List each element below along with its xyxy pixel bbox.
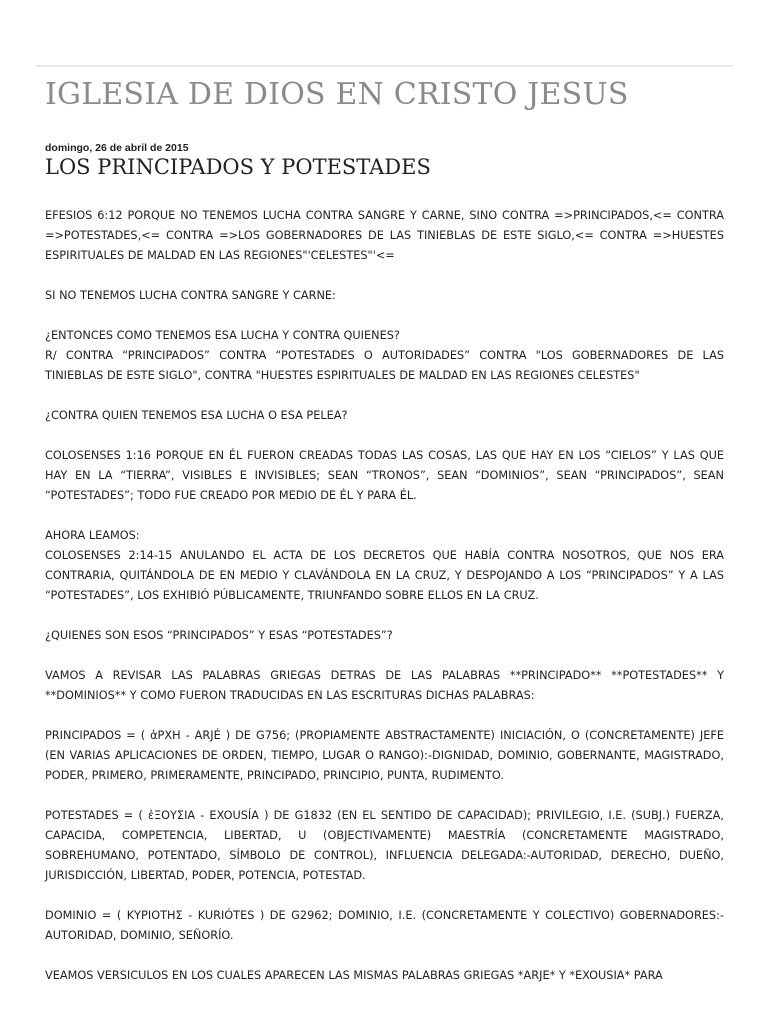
paragraph-text: COLOSENSES 1:16 PORQUE EN ÉL FUERON CREADAS TODAS LAS COSAS, LAS QUE HAY EN LOS “CIELOS” Y LAS QUE HAY EN LA “TIERRA”, VISIBLES E INVISIBLES; SEAN “TRONOS”, SEAN “DOMINIOS”, SEAN “PRINCIPADOS”, SEAN “POTESTADES”; TODO FUE CREADO POR MEDIO DE ÉL Y PARA ÉL. [45, 449, 724, 502]
paragraph [45, 906, 724, 946]
post-body [45, 206, 724, 1006]
post-date: domingo, 26 de abril de 2015 [45, 142, 189, 154]
paragraph-text: VAMOS A REVISAR LAS PALABRAS GRIEGAS DETRAS DE LAS PALABRAS **PRINCIPADO** **POTESTADES** Y **DOMINIOS** Y COMO FUERON TRADUCIDAS EN LAS ESCRITURAS DICHAS PALABRAS: [45, 669, 724, 702]
paragraph [45, 326, 724, 386]
paragraph-text: VEAMOS VERSICULOS EN LOS CUALES APARECEN LAS MISMAS PALABRAS GRIEGAS *ARJE* Y *EXOUSIA* PARA [45, 969, 663, 982]
paragraph [45, 526, 724, 606]
paragraph [45, 806, 724, 886]
paragraph [45, 626, 724, 646]
paragraph-text: AHORA LEAMOS: [45, 529, 140, 542]
paragraph-text: POTESTADES = ( ἐΞΟΥΣΙΑ - EXOUSÍA ) DE G1832 (EN EL SENTIDO DE CAPACIDAD); PRIVILEGIO, I.E. (SUBJ.) FUERZA, CAPACIDA, COMPETENCIA, LIBERTAD, U (OBJECTIVAMENTE) MAESTRÍA (CONCRETAMENTE MAGISTRADO, SOBREHUMANO, POTENTADO, SÍMBOLO DE CONTROL), INFLUENCIA DELEGADA:-AUTORIDAD, DERECHO, DUEÑO, JURISDICCIÓN, LIBERTAD, PODER, POTENCIA, POTESTAD. [45, 809, 724, 882]
post-title[interactable]: LOS PRINCIPADOS Y POTESTADES [45, 155, 431, 179]
paragraph-text: COLOSENSES 2:14-15 ANULANDO EL ACTA DE LOS DECRETOS QUE HABÍA CONTRA NOSOTROS, QUE NOS ERA CONTRARIA, QUITÁNDOLA DE EN MEDIO Y CLAVÁNDOLA EN LA CRUZ, Y DESPOJANDO A LOS “PRINCIPADOS” Y A LAS “POTESTADES”, LOS EXHIBIÓ PÚBLICAMENTE, TRIUNFANDO SOBRE ELLOS EN LA CRUZ. [45, 549, 724, 602]
paragraph-text: PRINCIPADOS = ( ἀΡΧΗ - ARJÉ ) DE G756; (PROPIAMENTE ABSTRACTAMENTE) INICIACIÓN, O (CONCRETAMENTE) JEFE (EN VARIAS APLICACIONES DE ORDEN, TIEMPO, LUGAR O RANGO):-DIGNIDAD, DOMINIO, GOBERNANTE, MAGISTRADO, PODER, PRIMERO, PRIMERAMENTE, PRINCIPADO, PRINCIPIO, PUNTA, RUDIMENTO. [45, 729, 724, 782]
paragraph-text: ¿ENTONCES COMO TENEMOS ESA LUCHA Y CONTRA QUIENES? [45, 329, 400, 342]
paragraph-text: SI NO TENEMOS LUCHA CONTRA SANGRE Y CARNE: [45, 289, 336, 302]
paragraph [45, 286, 724, 306]
blog-title[interactable]: IGLESIA DE DIOS EN CRISTO JESUS [45, 77, 629, 112]
paragraph-text: ¿CONTRA QUIEN TENEMOS ESA LUCHA O ESA PELEA? [45, 409, 348, 422]
paragraph-text: DOMINIO = ( ΚΥΡΙΟΤΗΣ - KURIÓTES ) DE G2962; DOMINIO, I.E. (CONCRETAMENTE Y COLECTIVO) GOBERNADORES:-AUTORIDAD, DOMINIO, SEÑORÍO. [45, 909, 724, 942]
paragraph-text: ¿QUIENES SON ESOS “PRINCIPADOS” Y ESAS “POTESTADES”? [45, 629, 393, 642]
paragraph-text: EFESIOS 6:12 PORQUE NO TENEMOS LUCHA CONTRA SANGRE Y CARNE, SINO CONTRA =>PRINCIPADOS,<= CONTRA =>POTESTADES,<= CONTRA =>LOS GOBERNADORES DE LAS TINIEBLAS DE ESTE SIGLO,<= CONTRA =>HUESTES ESPIRITUALES DE MALDAD EN LAS REGIONES"'CELESTES"'<= [45, 209, 724, 262]
paragraph [45, 726, 724, 786]
header-divider [36, 65, 733, 67]
paragraph [45, 206, 724, 266]
paragraph-text: R/ CONTRA “PRINCIPADOS” CONTRA “POTESTADES O AUTORIDADES” CONTRA "LOS GOBERNADORES DE LAS TINIEBLAS DE ESTE SIGLO", CONTRA "HUESTES ESPIRITUALES DE MALDAD EN LAS REGIONES CELESTES" [45, 349, 724, 382]
paragraph [45, 446, 724, 506]
paragraph [45, 406, 724, 426]
paragraph [45, 966, 724, 986]
paragraph [45, 666, 724, 706]
